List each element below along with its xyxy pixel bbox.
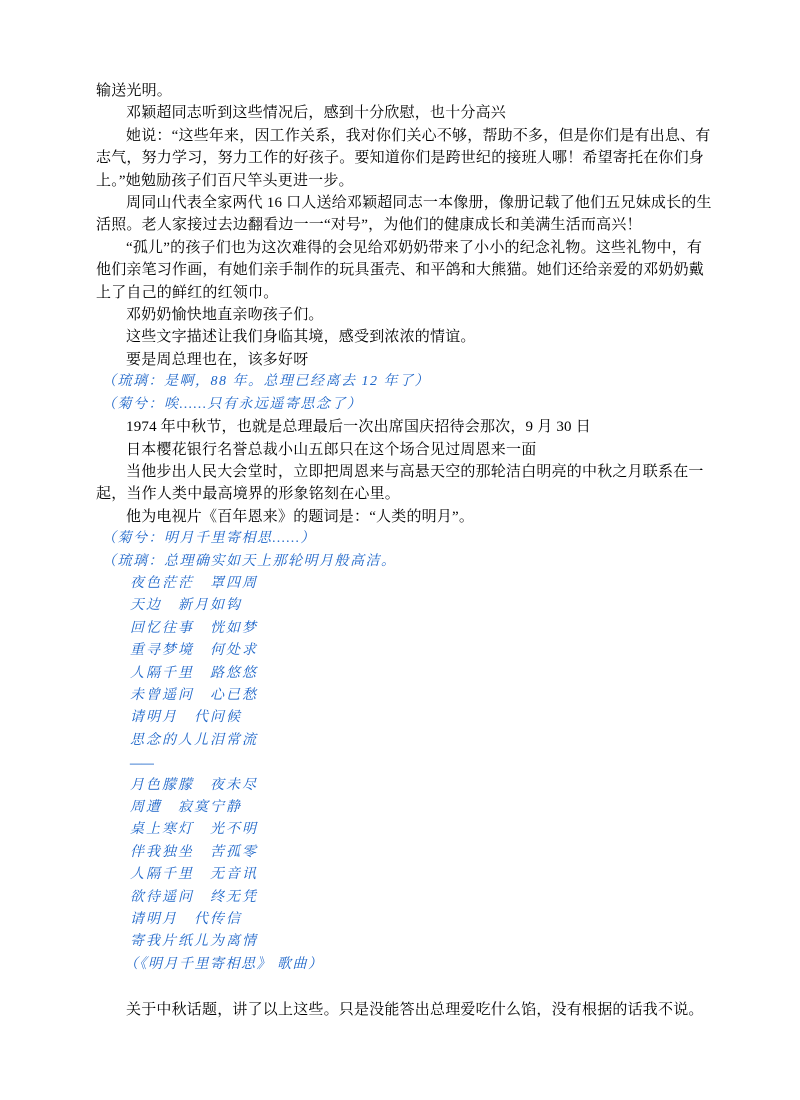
verse-separator: ——: [130, 756, 154, 771]
paragraph: 这些文字描述让我们身临其境，感受到浓浓的情谊。: [126, 329, 476, 346]
paragraph: 邓颖超同志听到这些情况后，感到十分欣慰，也十分高兴: [126, 105, 507, 122]
paragraph: 他为电视片《百年恩来》的题词是：“人类的明月”。: [126, 508, 475, 525]
blank-spacer: [96, 976, 712, 998]
lyric-line: 未曾遥问 心已愁: [130, 687, 258, 703]
lyric-line: 月色朦朦 夜未尽: [130, 777, 258, 793]
lyric-line: 人隔千里 无音讯: [130, 867, 258, 883]
paragraph: 周同山代表全家两代 16 口人送给邓颖超同志一本像册，像册记载了他们五兄妹成长的生活照。老人家接过去边翻看边一一“对号”，为他们的健康成长和美满生活而高兴！: [96, 195, 712, 234]
chat-comment: （菊兮：明月千里寄相思……）: [102, 531, 316, 547]
paragraph: 她说：“这些年来，因工作关系，我对你们关心不够，帮助不多，但是你们是有出息、有志气，努力学习，努力工作的好孩子。要知道你们是跨世纪的接班人哪！希望寄托在你们身上。”她勉励孩子们百尺竿头更进一步。: [96, 127, 711, 189]
lyric-line: 人隔千里 路悠悠: [130, 665, 258, 681]
paragraph: 1974 年中秋节，也就是总理最后一次出席国庆招待会那次，9 月 30 日: [126, 419, 591, 436]
lyric-line: 欲待遥问 终无凭: [130, 889, 258, 905]
chat-comment: （菊兮：唉……只有永远遥寄思念了）: [102, 396, 363, 412]
paragraph: 邓奶奶愉快地直亲吻孩子们。: [126, 307, 324, 324]
paragraph: 关于中秋话题，讲了以上这些。只是没能答出总理爱吃什么馅，没有根据的话我不说。: [126, 1001, 704, 1018]
document-body: [96, 80, 712, 1021]
lyric-line: 天边 新月如钩: [130, 598, 242, 614]
chat-comment: （琉璃：总理确实如天上那轮明月般高洁。: [102, 553, 397, 569]
lyric-line: 重寻梦境 何处求: [130, 643, 258, 659]
lyric-line: 思念的人儿泪常流: [130, 732, 258, 748]
lyric-line: 请明月 代传信: [130, 912, 242, 928]
lyric-line: 伴我独坐 苦孤零: [130, 844, 258, 860]
lyric-line: 回忆往事 恍如梦: [130, 620, 258, 636]
paragraph: “孤儿”的孩子们也为这次难得的会见给邓奶奶带来了小小的纪念礼物。这些礼物中，有他们亲笔习作画，有她们亲手制作的玩具蛋壳、和平鸽和大熊猫。她们还给亲爱的邓奶奶戴上了自己的鲜红的红领巾。: [96, 239, 705, 301]
paragraph: 输送光明。: [96, 83, 173, 99]
lyric-line: 寄我片纸儿为离情: [130, 934, 258, 950]
lyric-source: （《明月千里寄相思》 歌曲）: [124, 956, 324, 972]
paragraph: 当他步出人民大会堂时，立即把周恩来与高悬天空的那轮洁白明亮的中秋之月联系在一起，当作人类中最高境界的形象铭刻在心里。: [96, 463, 704, 503]
paragraph: 要是周总理也在，该多好呀: [126, 351, 309, 368]
lyric-line: 夜色茫茫 罩四周: [130, 575, 258, 591]
lyric-line: 桌上寒灯 光不明: [130, 822, 258, 838]
lyric-line: 请明月 代问候: [130, 710, 242, 726]
chat-comment: （琉璃：是啊，88 年。总理已经离去 12 年了）: [102, 374, 430, 390]
paragraph: 日本樱花银行名誉总裁小山五郎只在这个场合见过周恩来一面: [126, 441, 537, 458]
lyric-line: 周遭 寂寞宁静: [130, 800, 242, 815]
